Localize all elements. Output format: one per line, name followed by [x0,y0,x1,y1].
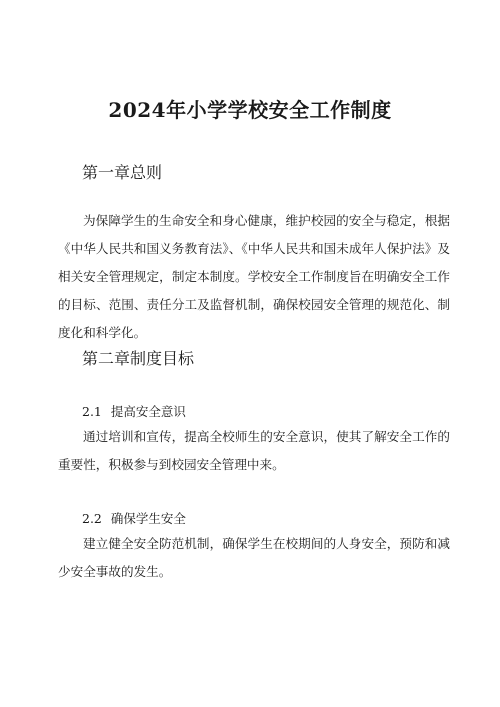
section-title: 确保学生安全 [110,511,186,526]
section-2-2-heading [82,509,186,527]
section-number: 2.1 [82,404,102,419]
section-number: 2.2 [82,511,102,526]
document-title: 2024年小学学校安全工作制度 [108,98,392,122]
section-2-1-heading [82,402,186,420]
section-title: 提高安全意识 [110,404,186,419]
section-2-1-paragraph: 通过培训和宣传，提高全校师生的安全意识，使其了解安全工作的重要性，积极参与到校园安全管理中来。 [58,429,450,472]
chapter-1-paragraph: 为保障学生的生命安全和身心健康，维护校园的安全与稳定，根据《中华人民共和国义务教育法》、《中华人民共和国未成年人保护法》及相关安全管理规定，制定本制度。学校安全工作制度旨在明确安全工作的目标、范围、责任分工及监督机制，确保校园安全管理的规范化、制度化和科学化。 [58,213,450,340]
section-2-2-paragraph: 建立健全安全防范机制，确保学生在校期间的人身安全，预防和减少安全事故的发生。 [58,536,450,579]
chapter-1-heading: 第一章总则 [82,163,163,182]
chapter-2-heading: 第二章制度目标 [82,349,195,368]
